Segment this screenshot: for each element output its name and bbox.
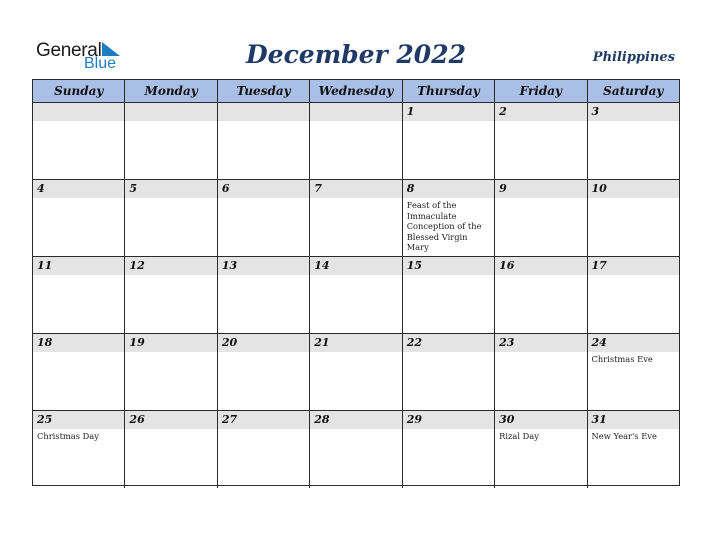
day-cell xyxy=(218,257,310,333)
day-number: 24 xyxy=(588,334,679,352)
holiday-label: Christmas Eve xyxy=(591,354,653,364)
country-label: Philippines xyxy=(592,50,675,65)
day-cell xyxy=(588,334,679,410)
holiday-label xyxy=(495,275,586,277)
holiday-label xyxy=(218,198,309,200)
day-number: 11 xyxy=(33,257,124,275)
day-cell xyxy=(218,180,310,256)
holiday-label xyxy=(588,121,679,123)
day-cell xyxy=(125,257,217,333)
day-number: 20 xyxy=(218,334,309,352)
day-cell xyxy=(33,411,125,488)
day-cell xyxy=(218,411,310,488)
day-number: 30 xyxy=(495,411,586,429)
day-number: 25 xyxy=(33,411,124,429)
calendar-title: December 2022 xyxy=(245,40,466,69)
day-number: 2 xyxy=(495,103,586,121)
day-number: 8 xyxy=(403,180,494,198)
logo-text-general: General xyxy=(36,40,102,61)
day-number: 7 xyxy=(310,180,401,198)
day-number: 13 xyxy=(218,257,309,275)
day-number: 6 xyxy=(218,180,309,198)
day-cell xyxy=(125,334,217,410)
day-number: 15 xyxy=(403,257,494,275)
day-cell xyxy=(403,103,495,179)
day-cell xyxy=(403,411,495,488)
day-number: 3 xyxy=(588,103,679,121)
day-number: 23 xyxy=(495,334,586,352)
weekday-header-row xyxy=(33,80,679,103)
holiday-label xyxy=(33,198,124,200)
day-cell xyxy=(588,257,679,333)
day-cell xyxy=(403,257,495,333)
day-cell xyxy=(310,334,402,410)
day-cell xyxy=(403,334,495,410)
day-number: 21 xyxy=(310,334,401,352)
day-number: 26 xyxy=(125,411,216,429)
holiday-label xyxy=(310,275,401,277)
holiday-label xyxy=(125,429,216,431)
holiday-label xyxy=(310,429,401,431)
holiday-label: Feast of the Immaculate Conception of the Blessed Virgin Mary xyxy=(406,200,482,252)
day-number: 31 xyxy=(588,411,679,429)
holiday-label xyxy=(125,275,216,277)
holiday-label xyxy=(310,121,401,123)
holiday-label xyxy=(125,198,216,200)
day-cell xyxy=(588,411,679,488)
holiday-label xyxy=(495,121,586,123)
holiday-label xyxy=(588,275,679,277)
day-cell xyxy=(33,257,125,333)
holiday-label xyxy=(33,275,124,277)
holiday-label xyxy=(218,275,309,277)
week-row xyxy=(33,103,679,180)
weekday-header-friday: Friday xyxy=(495,80,587,102)
day-cell xyxy=(218,334,310,410)
holiday-label xyxy=(33,352,124,354)
week-row xyxy=(33,334,679,411)
holiday-label xyxy=(218,352,309,354)
day-number: 9 xyxy=(495,180,586,198)
day-number: 14 xyxy=(310,257,401,275)
holiday-label xyxy=(125,352,216,354)
day-number: 22 xyxy=(403,334,494,352)
day-cell xyxy=(33,180,125,256)
day-cell xyxy=(495,103,587,179)
day-number: 18 xyxy=(33,334,124,352)
week-row xyxy=(33,411,679,488)
holiday-label xyxy=(310,198,401,200)
weekday-header-saturday: Saturday xyxy=(603,84,664,98)
day-cell xyxy=(125,411,217,488)
weekday-header-wednesday: Wednesday xyxy=(310,80,402,102)
calendar-grid xyxy=(32,79,680,486)
holiday-label xyxy=(310,352,401,354)
day-cell xyxy=(310,103,402,179)
day-cell xyxy=(125,180,217,256)
logo-text-blue: Blue xyxy=(84,55,117,72)
day-cell xyxy=(310,257,402,333)
day-number: 27 xyxy=(218,411,309,429)
holiday-label xyxy=(495,198,586,200)
day-cell xyxy=(310,411,402,488)
day-cell xyxy=(495,411,587,488)
day-number: 29 xyxy=(403,411,494,429)
day-number: 28 xyxy=(310,411,401,429)
holiday-label xyxy=(33,121,124,123)
holiday-label xyxy=(218,121,309,123)
day-number: 16 xyxy=(495,257,586,275)
day-cell xyxy=(403,180,495,256)
weekday-header-thursday: Thursday xyxy=(403,80,495,102)
holiday-label: Rizal Day xyxy=(499,431,539,441)
holiday-label xyxy=(403,352,494,354)
day-number xyxy=(125,103,216,121)
holiday-label xyxy=(125,121,216,123)
day-cell xyxy=(588,103,679,179)
day-number: 10 xyxy=(588,180,679,198)
week-row xyxy=(33,180,679,257)
holiday-label xyxy=(588,198,679,200)
holiday-label: New Year's Eve xyxy=(591,431,657,441)
day-number xyxy=(218,103,309,121)
day-cell xyxy=(495,334,587,410)
weekday-header-sunday: Sunday xyxy=(33,80,125,102)
day-cell xyxy=(495,180,587,256)
holiday-label xyxy=(495,352,586,354)
holiday-label: Christmas Day xyxy=(37,431,99,441)
day-number: 1 xyxy=(403,103,494,121)
day-number: 4 xyxy=(33,180,124,198)
day-cell xyxy=(218,103,310,179)
day-cell xyxy=(125,103,217,179)
day-number: 12 xyxy=(125,257,216,275)
weekday-header-monday: Monday xyxy=(125,80,217,102)
day-number: 17 xyxy=(588,257,679,275)
day-number: 5 xyxy=(125,180,216,198)
holiday-label xyxy=(403,429,494,431)
week-row xyxy=(33,257,679,334)
day-number xyxy=(33,103,124,121)
day-cell xyxy=(33,334,125,410)
day-number xyxy=(310,103,401,121)
holiday-label xyxy=(403,275,494,277)
day-number: 19 xyxy=(125,334,216,352)
weeks-container xyxy=(33,103,679,488)
holiday-label xyxy=(403,121,494,123)
day-cell xyxy=(495,257,587,333)
weekday-header-tuesday: Tuesday xyxy=(218,80,310,102)
day-cell xyxy=(33,103,125,179)
day-cell xyxy=(588,180,679,256)
holiday-label xyxy=(218,429,309,431)
day-cell xyxy=(310,180,402,256)
